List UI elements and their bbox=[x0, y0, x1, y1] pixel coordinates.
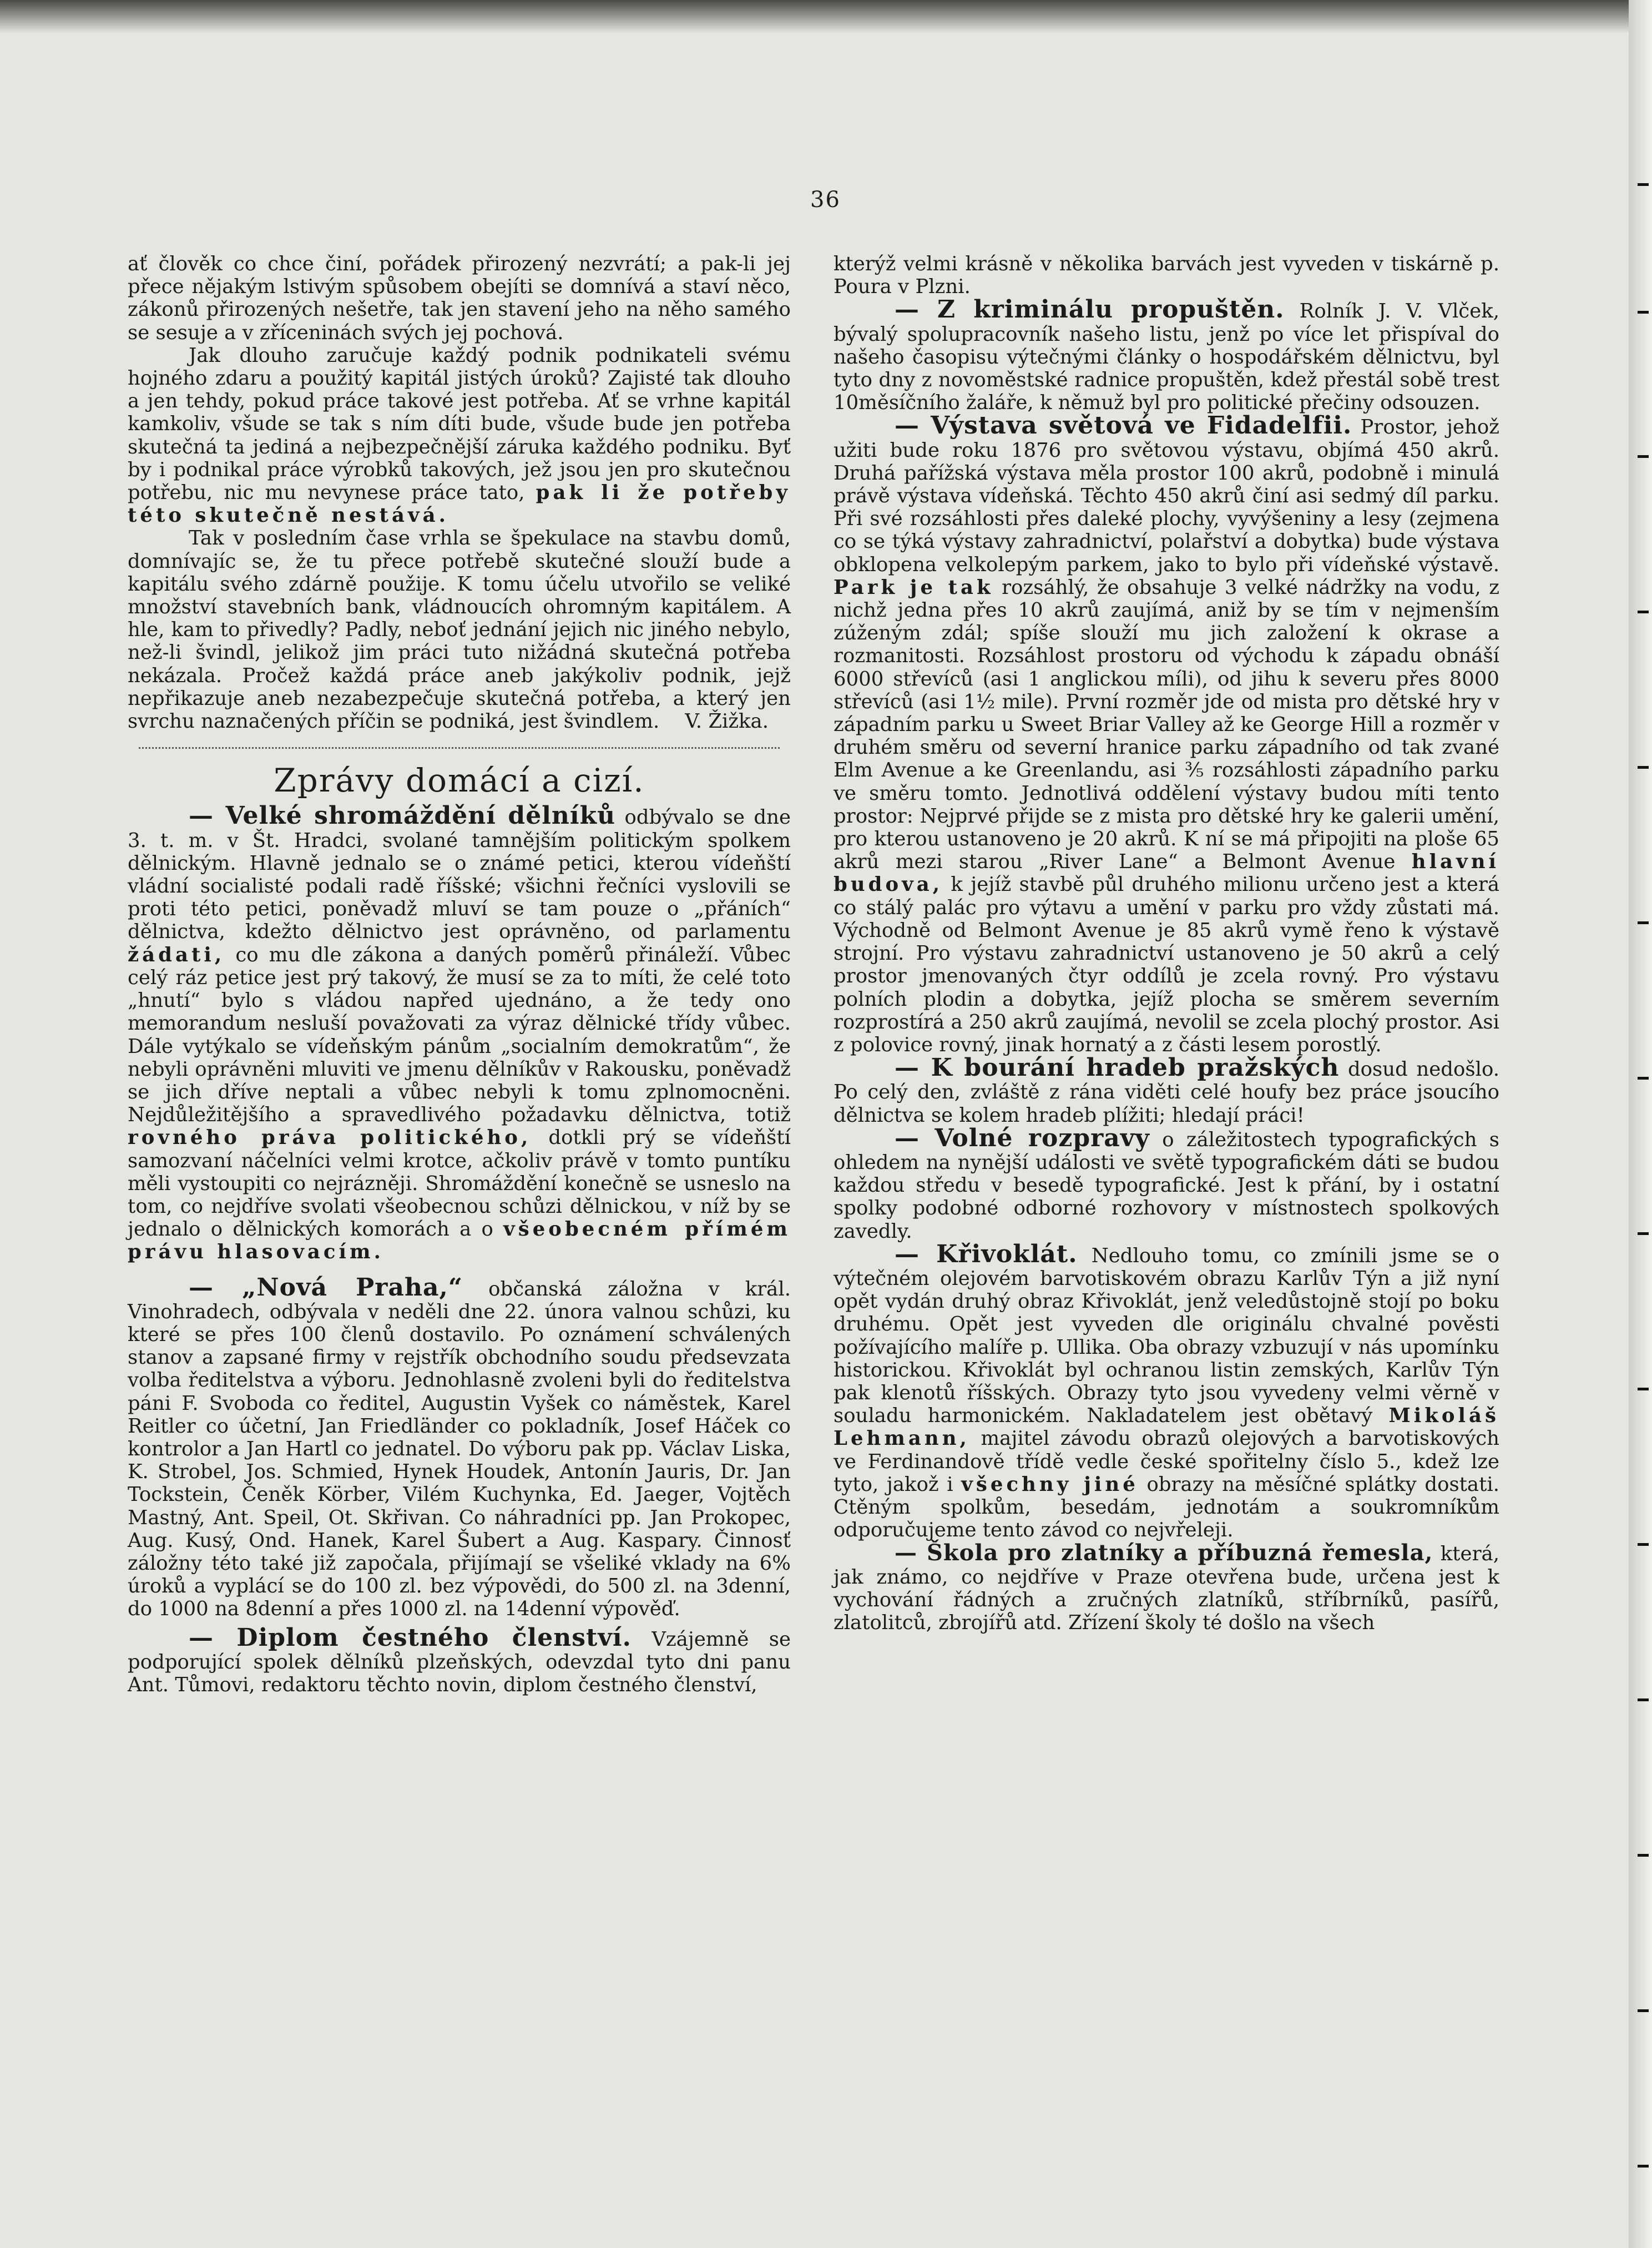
news-item: — Škola pro zlatníky a příbuzná řemesla, která, jak známo, co nejdříve v Praze otevřena bude, určena jest k vychování řádných a zručných zlatníků, stříbrníků, pasířů, zlatolitců, zbrojířů atd. Zřízení školy té došlo na všech bbox=[833, 1540, 1499, 1634]
news-headline: — K bourání hradeb pražských bbox=[895, 1054, 1340, 1082]
news-headline: — Volné rozpravy bbox=[895, 1123, 1150, 1152]
right-column bbox=[833, 253, 1499, 1634]
spaced-emphasis: rovného práva politického, bbox=[128, 1126, 532, 1150]
section-title: Zprávy domácí a cizí. bbox=[274, 762, 645, 800]
article-continuation-paragraph: ať člověk co chce činí, pořádek přirozený nezvrátí; a pak-li jej přece nějakým lstivým spůsobem obejíti se domnívá a staví něco, zákonů přirozených nešetře, tak jen stavení jeho na něho samého se sesuje a v zříceninách svých jej pochová. bbox=[128, 253, 791, 344]
spaced-emphasis: všechny jiné bbox=[961, 1473, 1139, 1496]
article-paragraph: Tak v posledním čase vrhla se špekulace na stavbu domů, domnívajíc se, že tu přece potřebě skutečné slouží bude a kapitálu svého zdárně použije. K tomu účelu utvořilo se veliké množství stavebních bank, vládnoucích ohromným kapitálem. A hle, kam to přivedly? Padly, neboť jednání jejich nic jiného nebylo, než-li švindl, jelikož jim práci tuto nižádná skutečná potřeba nekázala. Pročež každá práce aneb jakýkoliv podnik, jejž nepřikazuje aneb nezabezpečuje skutečná potřeba, a který jen svrchu naznačených příčin se podniká, jest švindlem. bbox=[128, 527, 791, 733]
scan-top-shadow bbox=[0, 0, 1629, 33]
news-headline: — Výstava světová ve Fidadelfii. bbox=[895, 411, 1352, 440]
author-signature: V. Žižka. bbox=[685, 710, 769, 733]
news-item: — Velké shromáždění dělníků odbývalo se dne 3. t. m. v Št. Hradci, svolané tamnějším politickým spolkem dělnickým. Hlavně jednalo se o známé petici, kterou vídeňští vládní socialisté podali radě říšské; všichni řečníci vyslovili se proti této petici, poněvadž mluví se tam pouze o „přáních“ dělnictva, kdežto dělnictvo jest oprávněno, od parlamentu žádati, co mu dle zákona a daných poměrů přináleží. Vůbec celý ráz petice jest prý takový, že musí se za to míti, že celé toto „hnutí“ bylo s vládou napřed ujednáno, a že tedy ono memorandum nesluší považovati za výraz dělnické třídy vůbec. Dále vytýkalo se vídeňským pánům „socialním demokratům“, že nebyli oprávněni mluviti ve jmenu dělníkův v Rakousku, poněvadž se jich dříve neptali a vůbec nebyli k tomu zplnomocněni. Nejdůležitějšího a spravedlivého požadavku dělnictva, totiž rovného práva politického, dotkli prý se vídeňští samozvaní náčelníci velmi krotce, ačkoliv právě v tomto puntíku měli vystoupiti co nejrázněji. Shromáždění konečně se usneslo na tom, co nejdříve svolati všeobecnou schůzi dělnickou, v níž by se jednalo o dělnických komorách a o všeobecném přímém právu hlasovacím. bbox=[128, 802, 791, 1264]
spaced-emphasis: pak li že potřeby této skutečně nestává. bbox=[128, 481, 791, 527]
news-headline: — Velké shromáždění dělníků bbox=[189, 802, 616, 830]
news-item: — Křivoklát. Nedlouho tomu, co zmínili jsme se o výtečném olejovém barvotiskovém obrazu Karlův Týn a již nyní opět vydán druhý obraz Křivoklát, jenž veledůstojně stojí po boku druhému. Opět jest vyveden dle originálu chvalné pověsti požívajícího malíře p. Ullika. Oba obrazy vzbuzují v nás upomínku historickou. Křivoklát byl ochranou listin zemských, Karlův Týn pak klenotů říšských. Obrazy tyto jsou vyvedeny velmi věrně v souladu harmonickém. Nakladatelem jest obětavý Mikoláš Lehmann, majitel závodu obrazů olejových a barvotiskových ve Ferdinandově třídě vedle české spořitelny číslo 5., kdež lze tyto, jakož i všechny jiné obrazy na měsíčné splátky dostati. Ctěným spolkům, besedám, jednotám a soukromníkům odporučujeme tento závod co nejvřeleji. bbox=[833, 1239, 1499, 1542]
news-headline: — Diplom čestného členství. bbox=[189, 1623, 632, 1652]
news-headline: — Z kriminálu propuštěn. bbox=[895, 295, 1285, 324]
article-paragraph: Jak dlouho zaručuje každý podnik podnikateli svému hojného zdaru a použitý kapitál jistých úroků? Zajisté tak dlouho a jen tehdy, pokud práce takové jest potřeba. Ať se vrhne kapitál kamkoliv, všude se tak s ním díti bude, všude bude jen potřeba skutečná ta jediná a nejbezpečnější záruka každého podniku. Byť by i podnikal práce výrobků takových, jež jsou jen pro skutečnou potřebu, nic mu nevynese práce tato, pak li že potřeby této skutečně nestává. bbox=[128, 344, 791, 527]
news-headline: — Škola pro zlatníky a příbuzná řemesla, bbox=[895, 1540, 1433, 1566]
news-headline: — Křivoklát. bbox=[895, 1239, 1078, 1268]
page-edge bbox=[1629, 0, 1652, 2248]
news-headline: — „Nová Praha,“ bbox=[189, 1273, 463, 1302]
page-number: 36 bbox=[810, 187, 841, 213]
news-item: — Výstava světová ve Fidadelfii. Prostor, jehož užiti bude roku 1876 pro světovou výstavu, objímá 450 akrů. Druhá pařížská výstava měla prostor 100 akrů, podobně i minulá právě výstava vídeňská. Těchto 450 akrů činí asi sedmý díl parku. Při své rozsáhlosti přes daleké plochy, vyvýšeniny a lesy (zejmena co se týká výstavy zahradnictví, polařství a dobytka) bude výstava obklopena velkolepým parkem, jako to bylo při vídeňské výstavě. Park je tak rozsáhlý, že obsahuje 3 velké nádržky na vodu, z nichž jedna přes 10 akrů zaujímá, aniž by se tím v nejmenším zúženým zdál; spíše slouží mu jich založení k okrase a rozmanitosti. Rozsáhlost prostoru od východu k západu obnáší 6000 střevíců (asi 1 anglickou míli), od jihu k severu přes 8000 střevíců (asi 1½ mile). První rozměr jde od mista pro dětské hry v západním parku u Sweet Briar Valley až ke George Hill a rozměr v druhém směru od severní hranice parku západního od tak zvané Elm Avenue a ke Greenlandu, asi ³⁄₅ rozsáhlosti západního parku ve směru tomto. Jednotlivá oddělení výstavy budou míti tento prostor: Nejprvé přijde se z mista pro dětské hry ke galerii umění, pro kterou ustanoveno je 20 akrů. K ní se má připojiti na ploše 65 akrů mezi starou „River Lane“ a Belmont Avenue hlavní budova, k jejíž stavbě půl druhého milionu určeno jest a která co stálý palác pro výtavu a umění v parku pro vždy zůstati má. Východně od Belmont Avenue je 85 akrů vymě řeno k výstavě strojní. Pro výstavu zahradnictví ustanoveno je 50 akrů a celý prostor jmenovaných čtyr oddílů je zcela rovný. Pro výstavu polních plodin a dobytka, jejíž plocha se směrem severním rozprostírá a 250 akrů zaujímá, nevolil se zcela plochý prostor. Asi z polovice rovný, jinak hornatý a z části lesem porostlý. bbox=[833, 411, 1500, 1056]
spaced-emphasis: Mikoláš Lehmann, bbox=[833, 1404, 1499, 1450]
news-item: — Volné rozpravy o záležitostech typografických s ohledem na nynější události ve světě typografickém dáti se budou každou středu v besedě typografické. Jest k přání, by i ostatní spolky podobné odborné rozhovory v místnostech spolkových zavedly. bbox=[833, 1123, 1500, 1243]
spaced-emphasis: žádati, bbox=[128, 943, 225, 966]
spaced-emphasis: všeobecném přímém právu hlasovacím. bbox=[128, 1218, 791, 1264]
news-item: — „Nová Praha,“ občanská záložna v král. Vinohradech, odbývala v neděli dne 22. února valnou schůzi, ku které se přes 100 členů dostavilo. Po oznámení schválených stanov a zapsané firmy v rejstřík obchodního soudu předsevzata volba ředitelstva a výboru. Jednohlasně zvoleni byli do ředitelstva páni F. Svoboda co ředitel, Augustin Vyšek co náměstek, Karel Reitler co účetní, Jan Friedländer co pokladník, Josef Háček co kontrolor a Jan Hartl co jednatel. Do výboru pak pp. Václav Liska, K. Strobel, Jos. Schmied, Hynek Houdek, Antonín Jauris, Dr. Jan Tockstein, Čeněk Körber, Vilém Kuchynka, Ed. Jaeger, Vojtěch Mastný, Ant. Speil, Ot. Skřivan. Co náhradníci pp. Jan Prokopec, Aug. Kusý, Ond. Hanek, Karel Šubert a Aug. Kaspary. Činnosť záložny této také již započala, přijímají se všeliké vklady na 6% úroků a vyplácí se do 100 zl. bez výpovědi, do 500 zl. na 3denní, do 1000 na 8denní a přes 1000 zl. na 14denní výpověď. bbox=[128, 1273, 791, 1621]
news-item: — K bourání hradeb pražských dosud nedošlo. Po celý den, zvláště z rána viděti celé houfy bez práce jsoucího dělnictva se kolem hradeb plížiti; hledají práci! bbox=[833, 1054, 1499, 1127]
news-item: — Diplom čestného členství. Vzájemně se podporující spolek dělníků plzeňských, odevzdal tyto dni panu Ant. Tůmovi, redaktoru těchto novin, diplom čestného členství, bbox=[128, 1623, 791, 1696]
section-divider bbox=[139, 747, 780, 749]
news-continuation: kterýž velmi krásně v několika barvách jest vyveden v tiskárně p. Poura v Plzni. bbox=[833, 253, 1499, 299]
spaced-emphasis: Park je tak bbox=[833, 576, 994, 599]
left-column bbox=[128, 253, 791, 1696]
spaced-emphasis: hlavní budova, bbox=[833, 850, 1499, 896]
news-item: — Z kriminálu propuštěn. Rolník J. V. Vlček, bývalý spolupracovník našeho listu, jenž po více let přispíval do našeho časopisu výtečnými články o hospodářském dělnictvu, byl tyto dny z novoměstské radnice propuštěn, kdež přestál sobě trest 10měsíčního žaláře, k němuž byl pro politické přečiny odsouzen. bbox=[833, 295, 1499, 415]
